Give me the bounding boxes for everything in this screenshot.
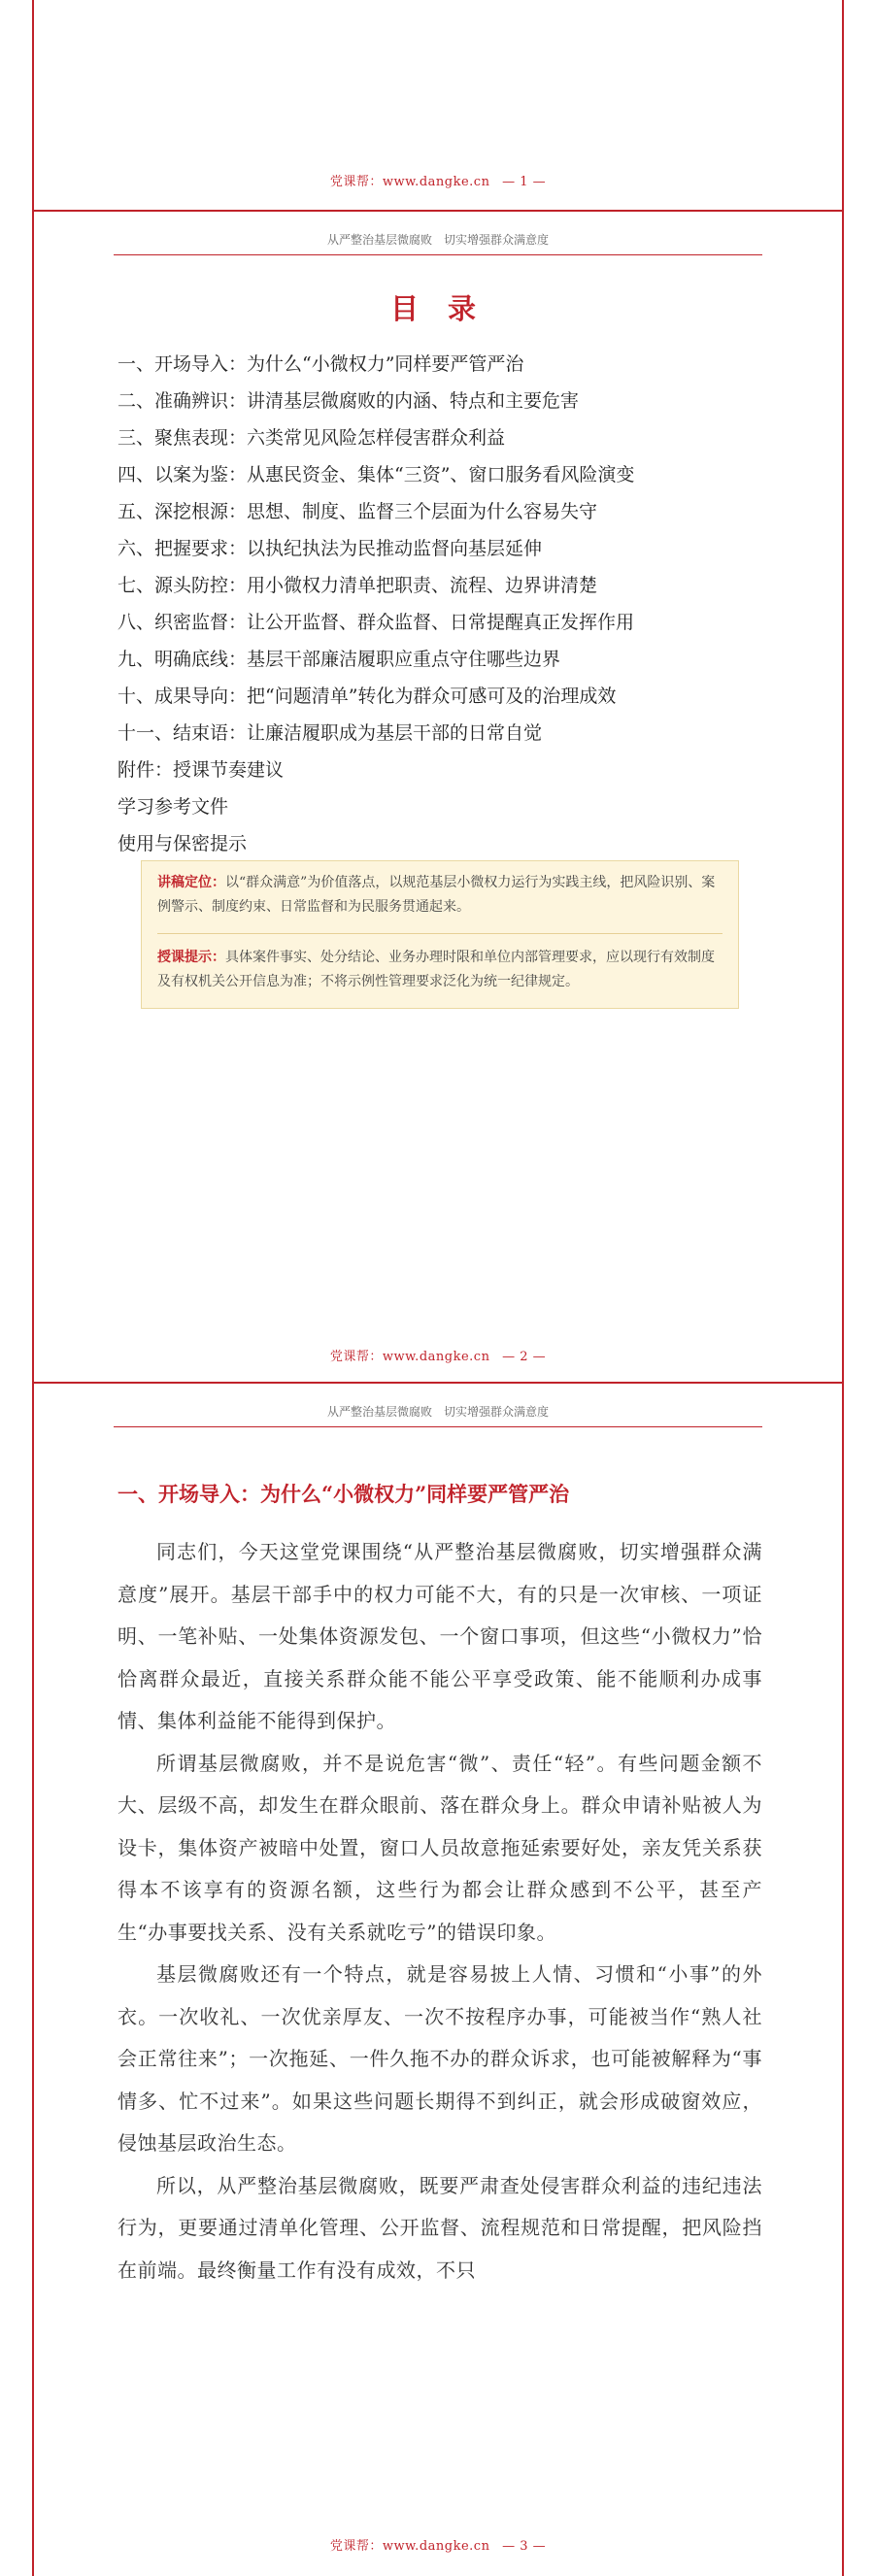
tip-positioning bbox=[157, 871, 723, 920]
tip-positioning-label: 讲稿定位： bbox=[157, 875, 225, 890]
toc-item[interactable]: 十、成果导向：把“问题清单”转化为群众可感可及的治理成效 bbox=[118, 686, 617, 707]
page-footer bbox=[34, 171, 842, 189]
paragraph: 所谓基层微腐败，并不是说危害“微”、责任“轻”。有些问题金额不大、层级不高，却发生在群众眼前、落在群众身上。群众申请补贴被人为设卡，集体资产被暗中处置，窗口人员故意拖延索要好处，亲友凭关系获得本不该享有的资源名额，这些行为都会让群众感到不公平，甚至产生“办事要找关系、没有关系就吃亏”的错误印象。 bbox=[118, 1751, 762, 1944]
page-header: 从严整治基层微腐败 切实增强群众满意度 bbox=[326, 233, 549, 247]
toc-item[interactable]: 一、开场导入：为什么“小微权力”同样要严管严治 bbox=[118, 353, 524, 375]
header-divider bbox=[114, 254, 762, 255]
toc-item[interactable]: 三、聚焦表现：六类常见风险怎样侵害群众利益 bbox=[118, 427, 506, 449]
toc-item[interactable]: 十一、结束语：让廉洁履职成为基层干部的日常自觉 bbox=[118, 722, 543, 744]
toc-item[interactable]: 八、织密监督：让公开监督、群众监督、日常提醒真正发挥作用 bbox=[118, 612, 635, 633]
section-title: 一、开场导入：为什么“小微权力”同样要严管严治 bbox=[118, 1482, 570, 1506]
toc-item[interactable]: 六、把握要求：以执纪执法为民推动监督向基层延伸 bbox=[118, 538, 543, 559]
paragraph: 基层微腐败还有一个特点，就是容易披上人情、习惯和“小事”的外衣。一次收礼、一次优亲厚友、一次不按程序办事，可能被当作“熟人社会正常往来”；一次拖延、一件久拖不办的群众诉求，也可能被解释为“事情多、忙不过来”。如果这些问题长期得不到纠正，就会形成破窗效应，侵蚀基层政治生态。 bbox=[118, 1962, 762, 2155]
toc-item[interactable]: 四、以案为鉴：从惠民资金、集体“三资”、窗口服务看风险演变 bbox=[118, 464, 635, 485]
toc-item[interactable]: 九、明确底线：基层干部廉洁履职应重点守住哪些边界 bbox=[118, 649, 561, 670]
toc-item[interactable]: 使用与保密提示 bbox=[118, 833, 248, 854]
header-divider bbox=[114, 1426, 762, 1427]
page-3 bbox=[32, 1384, 844, 2576]
toc-item[interactable]: 二、准确辨识：讲清基层微腐败的内涵、特点和主要危害 bbox=[118, 390, 580, 412]
footer-page-number: — 1 — bbox=[502, 175, 547, 189]
footer-site: 党课帮：www.dangke.cn bbox=[329, 1350, 490, 1364]
page-footer bbox=[34, 1346, 842, 1364]
tip-positioning-text: 以“群众满意”为价值落点，以规范基层小微权力运行为实践主线，把风险识别、案例警示、制度约束、日常监督和为民服务贯通起来。 bbox=[157, 875, 716, 915]
toc-title: 目 录 bbox=[389, 292, 487, 325]
tip-teaching bbox=[157, 946, 723, 994]
page-header: 从严整治基层微腐败 切实增强群众满意度 bbox=[326, 1405, 549, 1419]
toc-item[interactable]: 五、深挖根源：思想、制度、监督三个层面为什么容易失守 bbox=[118, 501, 598, 522]
page-1 bbox=[32, 0, 844, 212]
toc-list bbox=[118, 346, 634, 862]
tip-teaching-text: 具体案件事实、处分结论、业务办理时限和单位内部管理要求，应以现行有效制度及有权机关公开信息为准；不将示例性管理要求泛化为统一纪律规定。 bbox=[157, 950, 715, 989]
page-2 bbox=[32, 212, 844, 1384]
tip-teaching-label: 授课提示： bbox=[157, 950, 225, 965]
page-footer bbox=[34, 2535, 842, 2554]
footer-site: 党课帮：www.dangke.cn bbox=[329, 2539, 490, 2554]
section-body bbox=[118, 1531, 762, 2292]
toc-item[interactable]: 学习参考文件 bbox=[118, 796, 229, 818]
toc-item[interactable]: 七、源头防控：用小微权力清单把职责、流程、边界讲清楚 bbox=[118, 575, 598, 596]
footer-page-number: — 3 — bbox=[502, 2539, 547, 2554]
footer-page-number: — 2 — bbox=[502, 1350, 547, 1364]
footer-site: 党课帮：www.dangke.cn bbox=[329, 175, 490, 189]
tip-divider bbox=[157, 933, 723, 934]
toc-item[interactable]: 附件：授课节奏建议 bbox=[118, 759, 285, 781]
paragraph: 所以，从严整治基层微腐败，既要严肃查处侵害群众利益的违纪违法行为，更要通过清单化管理、公开监督、流程规范和日常提醒，把风险挡在前端。最终衡量工作有没有成效，不只 bbox=[118, 2173, 762, 2282]
tip-box bbox=[141, 860, 739, 1009]
paragraph: 同志们，今天这堂党课围绕“从严整治基层微腐败，切实增强群众满意度”展开。基层干部手中的权力可能不大，有的只是一次审核、一项证明、一笔补贴、一处集体资源发包、一个窗口事项，但这些“小微权力”恰恰离群众最近，直接关系群众能不能公平享受政策、能不能顺利办成事情、集体利益能不能得到保护。 bbox=[118, 1540, 762, 1732]
